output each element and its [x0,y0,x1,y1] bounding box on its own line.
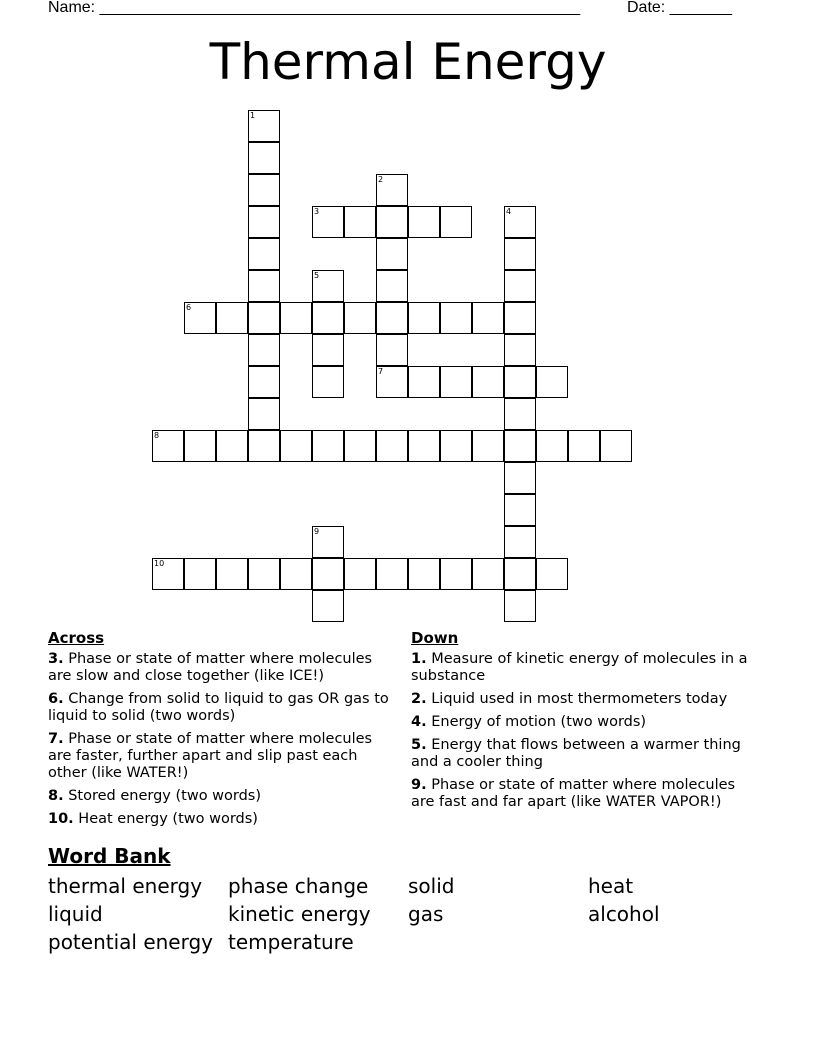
clue-number: 6 [186,303,192,312]
grid-cell[interactable] [248,206,280,238]
grid-cell[interactable] [504,206,536,238]
grid-cell[interactable] [440,558,472,590]
grid-cell[interactable] [408,302,440,334]
grid-cell[interactable] [248,334,280,366]
grid-cell[interactable] [440,302,472,334]
grid-cell[interactable] [376,270,408,302]
grid-cell[interactable] [280,558,312,590]
grid-cell[interactable] [248,558,280,590]
grid-cell[interactable] [312,526,344,558]
word-bank-word: solid [408,874,455,898]
grid-cell[interactable] [312,270,344,302]
clue-num: 9. [411,777,427,793]
grid-cell[interactable] [184,430,216,462]
clue-num: 10. [48,811,74,827]
grid-cell[interactable] [504,494,536,526]
across-heading: Across [48,629,105,647]
grid-cell[interactable] [376,366,408,398]
grid-cell[interactable] [216,558,248,590]
clue-num: 6. [48,691,64,707]
grid-cell[interactable] [344,206,376,238]
grid-cell[interactable] [504,398,536,430]
clue-number: 9 [314,527,320,536]
grid-cell[interactable] [344,430,376,462]
word-bank-word: phase change [228,874,369,898]
grid-cell[interactable] [216,302,248,334]
grid-cell[interactable] [504,462,536,494]
grid-cell[interactable] [536,366,568,398]
grid-cell[interactable] [248,110,280,142]
across-clue [48,731,393,782]
clue-number: 5 [314,271,320,280]
clue-num: 1. [411,651,427,667]
grid-cell[interactable] [504,558,536,590]
clue-text: Heat energy (two words) [73,811,258,827]
clue-num: 7. [48,731,64,747]
across-clue [48,811,393,828]
down-clue [411,714,756,731]
grid-cell[interactable] [376,558,408,590]
grid-cell[interactable] [376,334,408,366]
grid-cell[interactable] [248,238,280,270]
grid-cell[interactable] [504,334,536,366]
grid-cell[interactable] [216,430,248,462]
grid-cell[interactable] [472,302,504,334]
grid-cell[interactable] [376,302,408,334]
grid-cell[interactable] [408,558,440,590]
grid-cell[interactable] [152,558,184,590]
grid-cell[interactable] [312,366,344,398]
grid-cell[interactable] [312,590,344,622]
word-bank-word: heat [588,874,634,898]
grid-cell[interactable] [504,366,536,398]
clue-text: Stored energy (two words) [63,788,262,804]
grid-cell[interactable] [248,142,280,174]
grid-cell[interactable] [408,206,440,238]
grid-cell[interactable] [152,430,184,462]
grid-cell[interactable] [504,302,536,334]
grid-cell[interactable] [536,430,568,462]
grid-cell[interactable] [376,174,408,206]
date-line: Date: _______ [627,0,732,16]
name-line: Name: ______________________________________________________ [48,0,581,16]
word-bank-word: liquid [48,902,103,926]
word-bank-word: kinetic energy [228,902,371,926]
word-bank-word: gas [408,902,444,926]
down-clues [411,651,756,817]
clue-number: 10 [154,559,165,568]
grid-cell[interactable] [248,302,280,334]
word-bank-word: temperature [228,930,354,954]
clue-number: 4 [506,207,512,216]
clue-number: 3 [314,207,320,216]
grid-cell[interactable] [248,366,280,398]
grid-cell[interactable] [472,366,504,398]
grid-cell[interactable] [344,302,376,334]
grid-cell[interactable] [504,270,536,302]
grid-cell[interactable] [280,302,312,334]
clue-text: Energy of motion (two words) [426,714,647,730]
grid-cell[interactable] [504,430,536,462]
clue-text: Phase or state of matter where molecules are fast and far apart (like WATER VAPOR!) [411,777,736,810]
grid-cell[interactable] [280,430,312,462]
grid-cell[interactable] [344,558,376,590]
grid-cell[interactable] [184,302,216,334]
grid-cell[interactable] [472,558,504,590]
clue-text: Energy that flows between a warmer thing and a cooler thing [411,737,741,770]
grid-cell[interactable] [472,430,504,462]
grid-cell[interactable] [408,366,440,398]
grid-cell[interactable] [248,430,280,462]
grid-cell[interactable] [312,334,344,366]
down-heading: Down [411,629,459,647]
down-clue [411,777,756,811]
down-clue [411,691,756,708]
grid-cell[interactable] [504,526,536,558]
clue-text: Phase or state of matter where molecules are slow and close together (like ICE!) [48,651,373,684]
down-clue [411,651,756,685]
word-bank-word: alcohol [588,902,660,926]
down-clue [411,737,756,771]
clue-text: Change from solid to liquid to gas OR gas to liquid to solid (two words) [48,691,389,724]
grid-cell[interactable] [440,430,472,462]
grid-cell[interactable] [312,302,344,334]
clue-number: 7 [378,367,384,376]
grid-cell[interactable] [184,558,216,590]
word-bank-word: thermal energy [48,874,203,898]
grid-cell[interactable] [376,430,408,462]
grid-cell[interactable] [600,430,632,462]
grid-cell[interactable] [248,270,280,302]
clue-num: 4. [411,714,427,730]
grid-cell[interactable] [248,398,280,430]
grid-cell[interactable] [440,206,472,238]
clue-number: 2 [378,175,384,184]
grid-cell[interactable] [248,174,280,206]
page-title: Thermal Energy [209,33,607,91]
clue-text: Liquid used in most thermometers today [426,691,728,707]
clue-num: 2. [411,691,427,707]
clue-number: 1 [250,111,256,120]
grid-cell[interactable] [312,206,344,238]
across-clue [48,691,393,725]
word-bank-word: potential energy [48,930,214,954]
word-bank-title: Word Bank [48,844,171,868]
clue-number: 8 [154,431,160,440]
grid-cell[interactable] [536,558,568,590]
clue-num: 5. [411,737,427,753]
across-clue [48,788,393,805]
grid-cell[interactable] [312,558,344,590]
grid-cell[interactable] [568,430,600,462]
grid-cell[interactable] [504,590,536,622]
clue-num: 8. [48,788,64,804]
grid-cell[interactable] [312,430,344,462]
clue-num: 3. [48,651,64,667]
clue-text: Measure of kinetic energy of molecules in a substance [411,651,748,684]
across-clues [48,651,393,834]
grid-cell[interactable] [376,206,408,238]
across-clue [48,651,393,685]
clue-text: Phase or state of matter where molecules are faster, further apart and slip past each other (like WATER!) [48,731,373,781]
grid-cell[interactable] [504,238,536,270]
grid-cell[interactable] [440,366,472,398]
grid-cell[interactable] [376,238,408,270]
grid-cell[interactable] [408,430,440,462]
